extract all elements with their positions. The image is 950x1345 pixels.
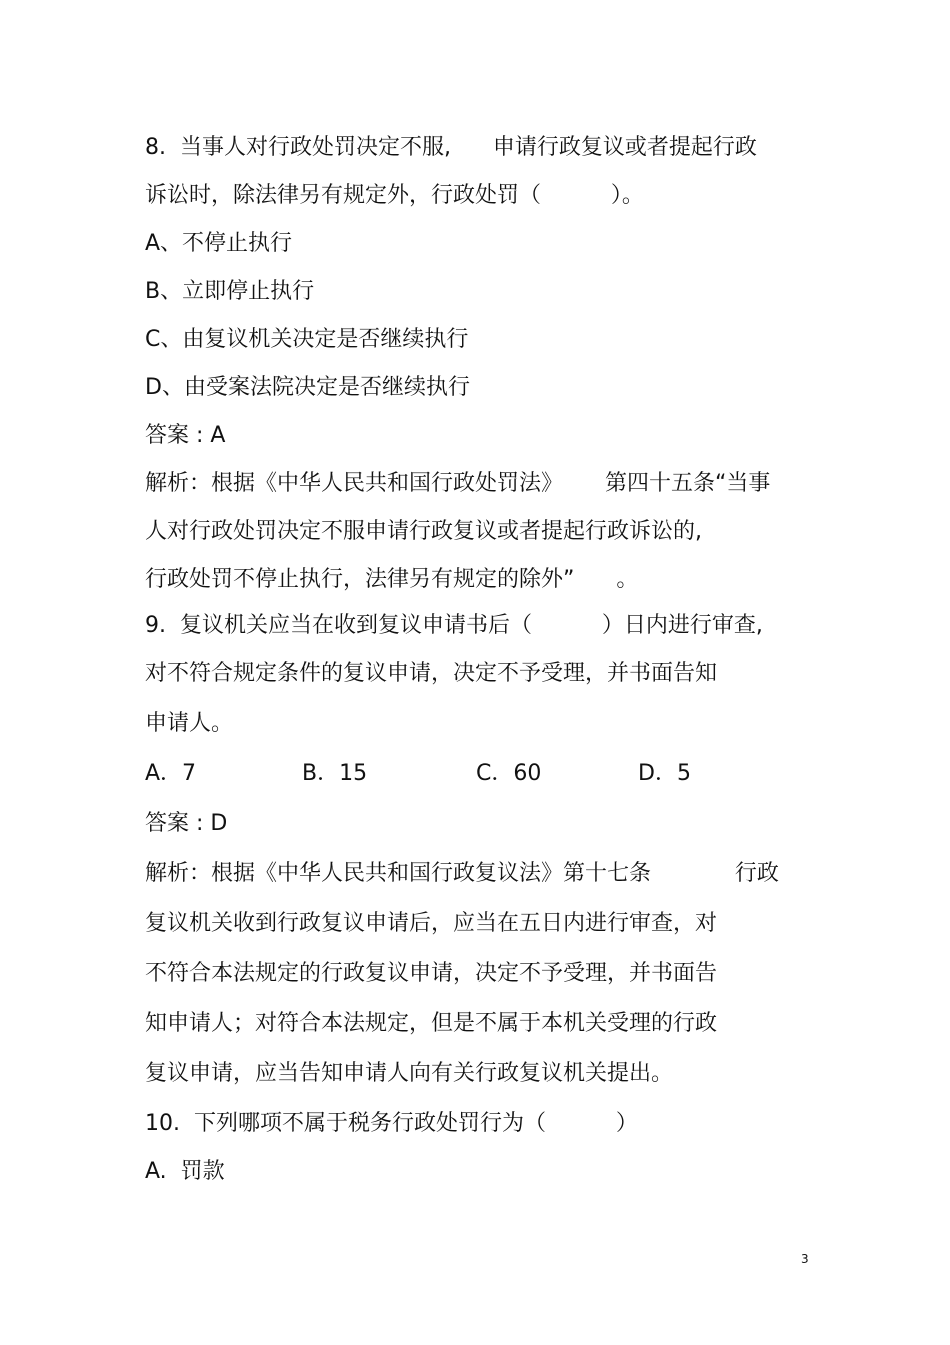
- q9-option-c: C．60: [476, 761, 542, 786]
- q8-answer: 答案 : A: [145, 423, 226, 448]
- q8-stem-line-2: 诉讼时，除法律另有规定外，行政处罚（ ）。: [145, 183, 644, 208]
- q9-option-b: B．15: [302, 761, 368, 786]
- q10-stem-line-1: 10. 下列哪项不属于税务行政处罚行为（ ）: [145, 1111, 638, 1136]
- q8-option-b: B、立即停止执行: [145, 279, 315, 304]
- q8-stem-line-1: 8. 当事人对行政处罚决定不服, 申请行政复议或者提起行政: [145, 135, 757, 160]
- q9-answer: 答案 : D: [145, 811, 228, 836]
- q9-analysis-line-4: 知申请人；对符合本法规定，但是不属于本机关受理的行政: [145, 1011, 718, 1036]
- q8-analysis-line-1: 解析：根据《中华人民共和国行政处罚法》 第四十五条“当事: [145, 471, 771, 496]
- page-number: 3: [801, 1252, 809, 1266]
- q9-option-d: D．5: [638, 761, 691, 786]
- q9-analysis-line-5: 复议申请，应当告知申请人向有关行政复议机关提出。: [145, 1061, 674, 1086]
- q10-option-a: A. 罚款: [145, 1159, 225, 1184]
- q8-analysis-line-3: 行政处罚不停止执行，法律另有规定的除外” 。: [145, 567, 639, 592]
- q9-analysis-line-3: 不符合本法规定的行政复议申请，决定不予受理，并书面告: [145, 961, 718, 986]
- q8-option-d: D、由受案法院决定是否继续执行: [145, 375, 470, 400]
- q8-analysis-line-2: 人对行政处罚决定不服申请行政复议或者提起行政诉讼的,: [145, 519, 702, 544]
- q9-analysis-line-2: 复议机关收到行政复议申请后，应当在五日内进行审查，对: [145, 911, 718, 936]
- q8-option-c: C、由复议机关决定是否继续执行: [145, 327, 469, 352]
- q9-stem-line-2: 对不符合规定条件的复议申请，决定不予受理，并书面告知: [145, 661, 718, 686]
- q9-stem-line-1: 9. 复议机关应当在收到复议申请书后（ ）日内进行审查,: [145, 613, 763, 638]
- q9-option-a: A．7: [145, 761, 197, 786]
- q9-analysis-line-1: 解析：根据《中华人民共和国行政复议法》第十七条 行政: [145, 861, 779, 886]
- q9-stem-line-3: 申请人。: [145, 711, 234, 736]
- q8-option-a: A、不停止执行: [145, 231, 293, 256]
